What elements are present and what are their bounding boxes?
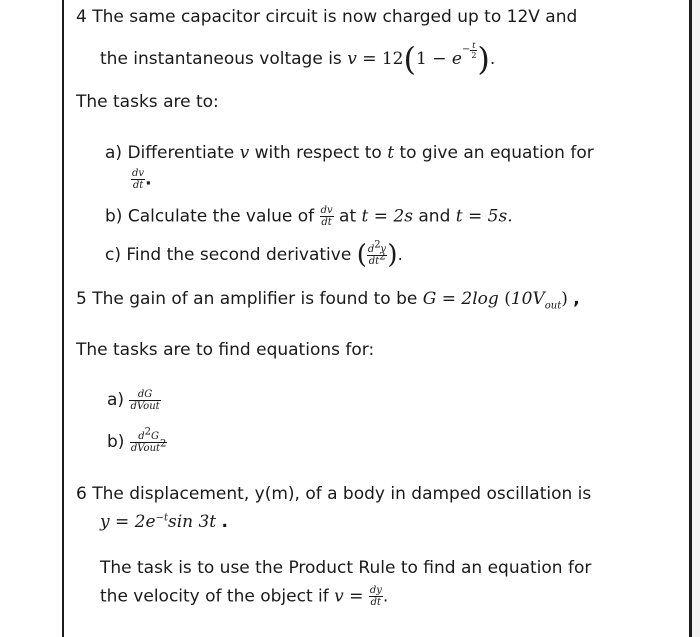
q4-b-at: at (339, 206, 357, 227)
q4-c-den-sup: 2 (379, 251, 386, 263)
q5-line1 (76, 288, 580, 310)
q6-eq-equals: = (115, 512, 130, 532)
q5-a-frac (129, 389, 160, 412)
q5-b-num-sup: 2 (144, 426, 152, 438)
q4-eq-close: ) (477, 40, 490, 78)
q6-task2-num: dy (369, 585, 382, 596)
q5-tasks-intro: The tasks are to find equations for: (76, 340, 375, 360)
q5-eq-close: ) (561, 289, 568, 309)
q6-task2-var: v (334, 586, 344, 607)
q5-b-den-text: dVout (130, 442, 161, 454)
q4-c-close: ) (387, 240, 398, 270)
q4-text1: The same capacitor circuit is now charged up to 12V and (92, 7, 578, 27)
q6-eq-lhs: y (100, 512, 110, 532)
q5-eq-end: , (573, 289, 580, 309)
q4-text2: the instantaneous voltage is (100, 49, 342, 69)
q4-c-open: ( (356, 240, 367, 270)
q4-a-text3: to give an equation for (399, 143, 594, 163)
q6-eq-rest: sin 3t (167, 512, 217, 532)
q6-task-line2 (100, 585, 388, 608)
q6-task2-den: dt (370, 597, 382, 608)
q4-b-and: and (418, 206, 451, 227)
page-edge (692, 0, 700, 637)
q4-a-frac-den: dt (132, 180, 144, 191)
q4-a-var-t: t (387, 143, 395, 163)
q4-eq-exp-den: 2 (471, 50, 477, 60)
q4-line2 (100, 36, 496, 78)
q4-b-t2: t = 5s. (455, 206, 513, 227)
q4-b-t1: t = 2s (361, 206, 413, 227)
q5-number: 5 (76, 289, 87, 309)
q4-eq-exp-sign: − (461, 44, 471, 55)
q4-task-c (105, 240, 403, 270)
q4-number: 4 (76, 7, 87, 27)
q4-b-frac-den: dt (321, 217, 332, 228)
q4-a-end: . (145, 169, 152, 190)
q6-number: 6 (76, 484, 87, 504)
q4-a-label: a) Differentiate (105, 143, 235, 163)
q4-c-frac (367, 239, 387, 267)
q4-c-num-d: d (367, 243, 375, 255)
q5-b-num-var: G (151, 430, 160, 442)
q6-text1: The displacement, y(m), of a body in damped oscillation is (92, 484, 592, 504)
q4-c-den-dt: dt (368, 255, 380, 267)
q4-eq-e: e (451, 49, 462, 69)
q4-c-den (367, 251, 387, 267)
q4-eq-equals: = (362, 49, 377, 69)
q6-task2-end: . (382, 586, 389, 607)
q6-task2-equals: = (349, 586, 364, 607)
q5-a-den: dVout (130, 400, 160, 412)
q4-eq-exponent (462, 36, 477, 64)
q5-eq-open: ( (504, 289, 511, 309)
q4-eq-coef: 12 (381, 49, 404, 69)
q5-b-frac (130, 426, 168, 454)
q5-eq-coef: 10V (510, 289, 545, 309)
q4-line1 (76, 6, 577, 28)
q5-a-num: dG (129, 389, 160, 401)
q6-eq-coef: 2e (134, 512, 156, 532)
q4-eq-open: ( (403, 40, 416, 78)
q4-c-end: . (397, 245, 403, 265)
q4-eq-end: . (489, 49, 496, 69)
q4-eq-exp-num: t (472, 40, 476, 50)
q4-c-num-sup: 2 (374, 239, 381, 251)
q5-eq-log: 2log (461, 289, 499, 309)
q4-b-frac-num: dv (320, 205, 333, 216)
q6-task2-frac (369, 585, 383, 608)
q5-text: The gain of an amplifier is found to be (92, 289, 418, 309)
q5-b-den-sup: 2 (160, 438, 167, 450)
q5-eq-lhs: G (422, 289, 437, 309)
q5-task-b (107, 427, 167, 457)
q6-eq-sup: −t (155, 512, 168, 524)
q6-eq-end: . (221, 512, 229, 532)
q4-task-a-frac-line (131, 168, 152, 191)
q4-eq-one-minus: 1 − (415, 49, 452, 69)
q4-a-frac-num: dv (132, 168, 145, 179)
q4-task-b (105, 205, 513, 228)
q5-b-num-d: d (138, 430, 145, 442)
q4-c-label: c) Find the second derivative (105, 245, 352, 265)
q4-tasks-intro: The tasks are to: (76, 92, 219, 112)
q5-eq-sub: out (544, 300, 562, 312)
q6-task-line1: The task is to use the Product Rule to find an equation for (100, 558, 592, 578)
q5-b-den (130, 438, 168, 454)
q5-eq-equals: = (441, 289, 457, 309)
left-border (62, 0, 64, 637)
q4-b-frac (320, 205, 334, 228)
q4-a-var-v: v (239, 143, 250, 163)
q4-task-a (105, 142, 594, 164)
q4-a-frac (131, 168, 145, 191)
q4-eq-lhs: v (347, 49, 357, 69)
q5-b-label: b) (107, 432, 125, 452)
q6-task2-text: the velocity of the object if (100, 586, 329, 607)
q6-line1 (76, 483, 591, 505)
q4-a-text2: with respect to (254, 143, 382, 163)
q4-c-num-var: v (380, 243, 387, 255)
q4-b-label: b) Calculate the value of (105, 206, 315, 227)
q5-a-label: a) (107, 390, 125, 410)
q5-task-a (107, 385, 161, 415)
q6-line2 (100, 511, 228, 533)
